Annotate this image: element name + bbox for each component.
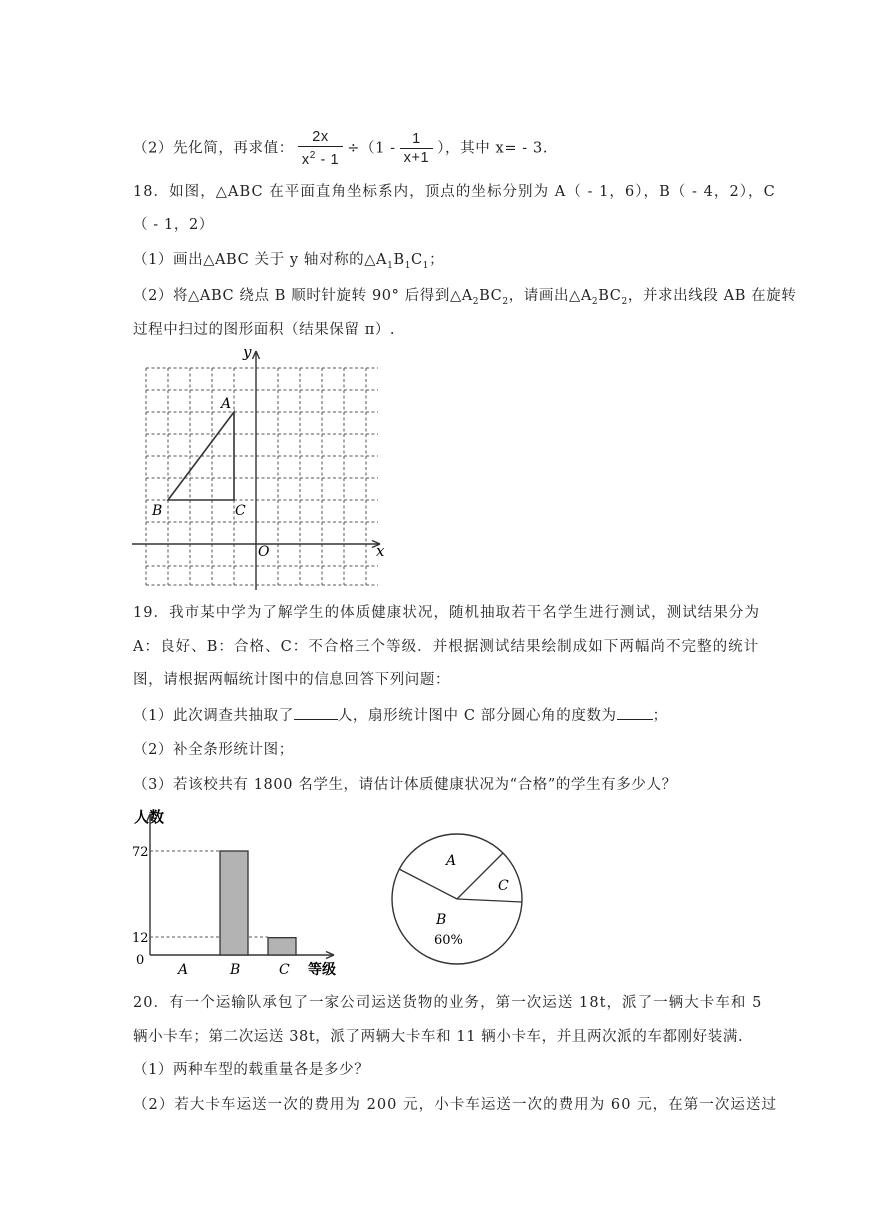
pie-label-c: C bbox=[498, 878, 509, 894]
bar-x-title: 等级 bbox=[308, 962, 336, 978]
q18-part2: （2）将△ABC 绕点 B 顺时针旋转 90° 后得到$\triangle A_2BC_2$，请画出$\triangle A_2BC_2$，并求出线段 AB 在旋转 bbox=[133, 288, 797, 307]
q20-part2: （2）若大卡车运送一次的费用为 200 元，小卡车运送一次的费用为 60 元，在第一次运送过 bbox=[133, 1097, 778, 1113]
x-axis-label: x bbox=[376, 542, 385, 560]
pie-label-a: A bbox=[446, 853, 457, 869]
pie-label-b: B bbox=[436, 912, 447, 928]
point-c-label: C bbox=[235, 503, 246, 519]
q19-part2: （2）补全条形统计图； bbox=[133, 742, 294, 758]
bar-chart bbox=[128, 800, 358, 980]
fraction-1-over-x-plus-1: $\frac{1}{x+1}$ bbox=[400, 130, 434, 167]
q18-line1: 18．如图，△ABC 在平面直角坐标系内，顶点的坐标分别为 A（ - 1，6），B（ - 4，2），C bbox=[133, 184, 776, 200]
origin-label: O bbox=[258, 544, 270, 560]
bar-c bbox=[268, 938, 296, 955]
pie-label-b-percent: 60% bbox=[434, 933, 463, 948]
q19-line3: 图，请根据两幅统计图中的信息回答下列问题： bbox=[133, 672, 451, 688]
bar-y-title: 人数 bbox=[134, 808, 165, 826]
y-axis-label: y bbox=[243, 345, 252, 361]
q20-line2: 辆小卡车；第二次运送 38t，派了两辆大卡车和 11 辆小卡车，并且两次派的车都刚好装满. bbox=[133, 1029, 744, 1045]
q19-part1: （1）此次调查共抽取了 人，扇形统计图中 C 部分圆心角的度数为 ； bbox=[133, 705, 668, 726]
category-label-a: A bbox=[178, 962, 189, 978]
tick-label-12: 12 bbox=[132, 931, 149, 946]
q19-line1: 19．我市某中学为了解学生的体质健康状况，随机抽取若干名学生进行测试，测试结果分为 bbox=[133, 605, 760, 621]
coordinate-grid-figure bbox=[128, 345, 390, 590]
point-b-label: B bbox=[152, 503, 163, 519]
q19-part3: （3）若该校共有 1800 名学生，请估计体质健康状况为“合格”的学生有多少人？ bbox=[133, 777, 677, 793]
q18-part1: （1）画出△ABC 关于 y 轴对称的$\triangle A_1B_1C_1$； bbox=[133, 252, 445, 271]
category-label-c: C bbox=[279, 962, 290, 978]
q20-part1: （1）两种车型的载重量各是多少？ bbox=[133, 1062, 370, 1078]
tick-label-0: 0 bbox=[136, 953, 145, 968]
q18-line2: （ - 1，2） bbox=[133, 217, 214, 233]
answer-blank-angle bbox=[617, 705, 653, 720]
bars-group bbox=[220, 851, 296, 955]
q18-part2-line2: 过程中扫过的图形面积（结果保留 π）. bbox=[133, 322, 396, 338]
pie-chart bbox=[390, 820, 530, 980]
q17-part2: （2）先化简，再求值： $\frac{2x}{x^2 - 1}$ ÷（1 - $\frac{1}{x+1}$ ），其中 x= - 3. bbox=[133, 129, 549, 168]
bar-b bbox=[220, 851, 248, 955]
answer-blank-count bbox=[294, 705, 338, 720]
fraction-2x-over-x2-minus-1: $\frac{2x}{x^2 - 1}$ bbox=[298, 128, 343, 169]
q19-line2: A：良好、B：合格、C：不合格三个等级．并根据测试结果绘制成如下两幅尚不完整的统计 bbox=[133, 639, 760, 655]
q20-line1: 20．有一个运输队承包了一家公司运送货物的业务，第一次运送 18t，派了一辆大卡车和 5 bbox=[133, 995, 763, 1011]
category-label-b: B bbox=[230, 962, 241, 978]
tick-label-72: 72 bbox=[132, 845, 149, 860]
point-a-label: A bbox=[221, 396, 232, 412]
